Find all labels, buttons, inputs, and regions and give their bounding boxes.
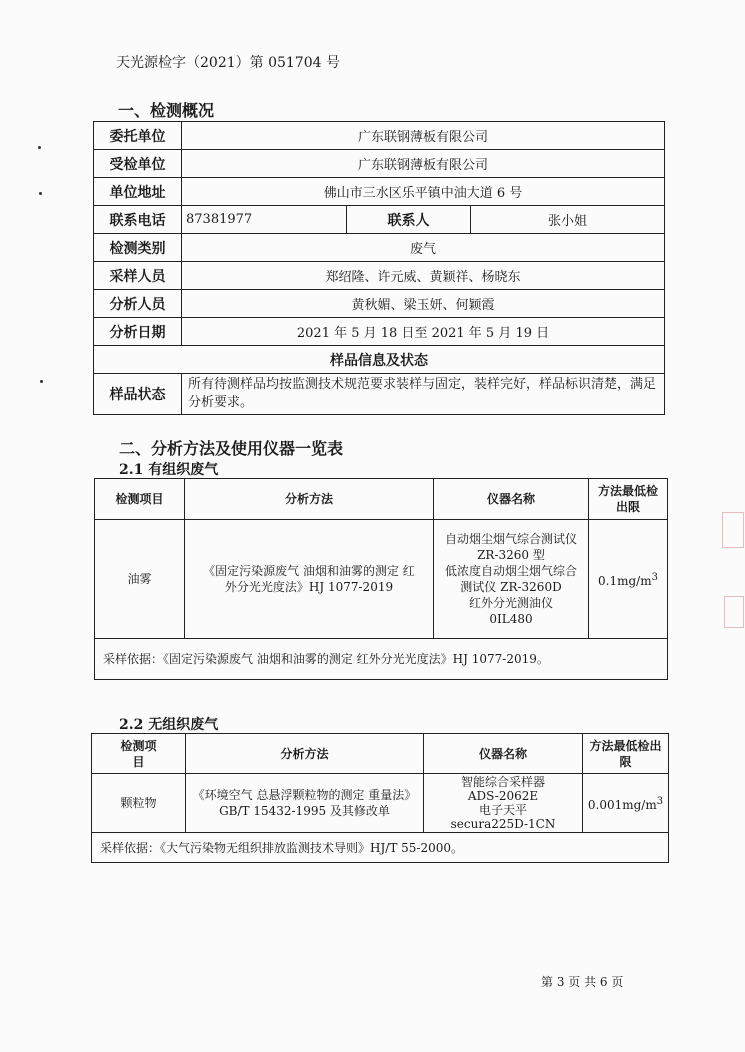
table-row [94,374,665,415]
instrument-line: ZR-3260 型 [477,548,545,562]
table-row [92,734,669,774]
limit-value: 0.001mg/m [587,797,657,812]
instrument-line: 0IL480 [489,612,533,626]
organized-gas-table [94,478,668,680]
header-item: 检测项目 [92,734,186,774]
limit-superscript: 3 [651,571,658,583]
table-row [94,318,665,346]
stamp-mark [724,596,744,628]
header-method: 分析方法 [186,734,424,774]
method-cell [186,774,424,833]
header-instrument: 仪器名称 [434,479,589,520]
client-value: 广东联钢薄板有限公司 [182,122,665,150]
subsection-2-1-title: 2.1 有组织废气 [119,462,219,478]
limit-cell [589,520,668,639]
address-value: 佛山市三水区乐平镇中油大道 6 号 [182,178,665,206]
table-row [92,774,669,833]
inspected-label: 受检单位 [94,150,182,178]
report-number: 天光源检字（2021）第 051704 号 [116,55,340,71]
stamp-mark [722,512,744,548]
page-number: 第 3 页 共 6 页 [541,975,624,989]
section1-title: 一、检测概况 [118,101,215,120]
instrument-line: 低浓度自动烟尘烟气综合 [444,564,577,578]
method-line: 《环境空气 总悬浮颗粒物的测定 重量法》 [192,788,417,802]
limit-superscript: 3 [656,795,664,807]
header-method: 分析方法 [185,479,434,520]
table-row [94,122,665,150]
item-cell: 颗粒物 [92,774,186,833]
instrument-line: ADS-2062E [467,789,539,803]
instrument-line: 电子天平 [478,803,527,817]
date-label: 分析日期 [94,318,182,346]
instrument-line: 红外分光测油仪 [468,596,553,610]
contact-label: 联系人 [347,206,471,234]
client-label: 委托单位 [94,122,182,150]
sample-status-value: 所有待测样品均按监测技术规范要求装样与固定，装样完好，样品标识清楚，满足分析要求。 [182,374,665,415]
contact-value: 张小姐 [471,206,665,234]
scan-dot [39,192,42,195]
instrument-line: 智能综合采样器 [460,775,545,789]
unorganized-gas-table [91,733,669,863]
table-row [95,479,668,520]
method-cell: 《固定污染源废气 油烟和油雾的测定 红外分光光度法》HJ 1077-2019 [185,520,434,639]
sampler-value: 郑绍隆、许元威、黄颖祥、杨晓东 [182,262,665,290]
sampling-basis: 采样依据：《固定污染源废气 油烟和油雾的测定 红外分光光度法》HJ 1077-2019。 [95,639,668,680]
table-row [95,520,668,639]
table-row [94,262,665,290]
table-row [94,178,665,206]
date-value: 2021 年 5 月 18 日至 2021 年 5 月 19 日 [182,318,665,346]
table-row [94,346,665,374]
instrument-line: 测试仪 ZR-3260D [460,580,562,594]
header-limit: 方法最低检出限 [583,734,669,774]
table-row [94,234,665,262]
instrument-line: 自动烟尘烟气综合测试仪 [444,532,577,546]
phone-label: 联系电话 [94,206,182,234]
phone-value: 87381977 [182,206,347,234]
analyst-label: 分析人员 [94,290,182,318]
type-value: 废气 [182,234,665,262]
header-item: 检测项目 [95,479,185,520]
header-limit: 方法最低检出限 [589,479,668,520]
subsection-2-2-title: 2.2 无组织废气 [119,717,219,733]
type-label: 检测类别 [94,234,182,262]
header-instrument: 仪器名称 [424,734,583,774]
item-cell: 油雾 [95,520,185,639]
sample-info-header: 样品信息及状态 [94,346,665,374]
section2-title: 二、分析方法及使用仪器一览表 [119,439,344,458]
address-label: 单位地址 [94,178,182,206]
instrument-line: secura225D-1CN [450,817,556,831]
limit-value: 0.1mg/m [598,573,652,588]
table-row [94,206,665,234]
table-row [94,290,665,318]
scan-dot [40,380,43,383]
table-row [95,639,668,680]
scan-dot [38,146,41,149]
sample-status-label: 样品状态 [94,374,182,415]
sampling-basis: 采样依据：《大气污染物无组织排放监测技术导则》HJ/T 55-2000。 [92,833,669,863]
method-line: GB/T 15432-1995 及其修改单 [219,804,390,818]
sampler-label: 采样人员 [94,262,182,290]
instrument-cell [424,774,583,833]
overview-table [93,121,665,415]
table-row [94,150,665,178]
limit-cell [583,774,669,833]
analyst-value: 黄秋媚、梁玉妍、何颖霞 [182,290,665,318]
table-row [92,833,669,863]
inspected-value: 广东联钢薄板有限公司 [182,150,665,178]
instrument-cell [434,520,589,639]
